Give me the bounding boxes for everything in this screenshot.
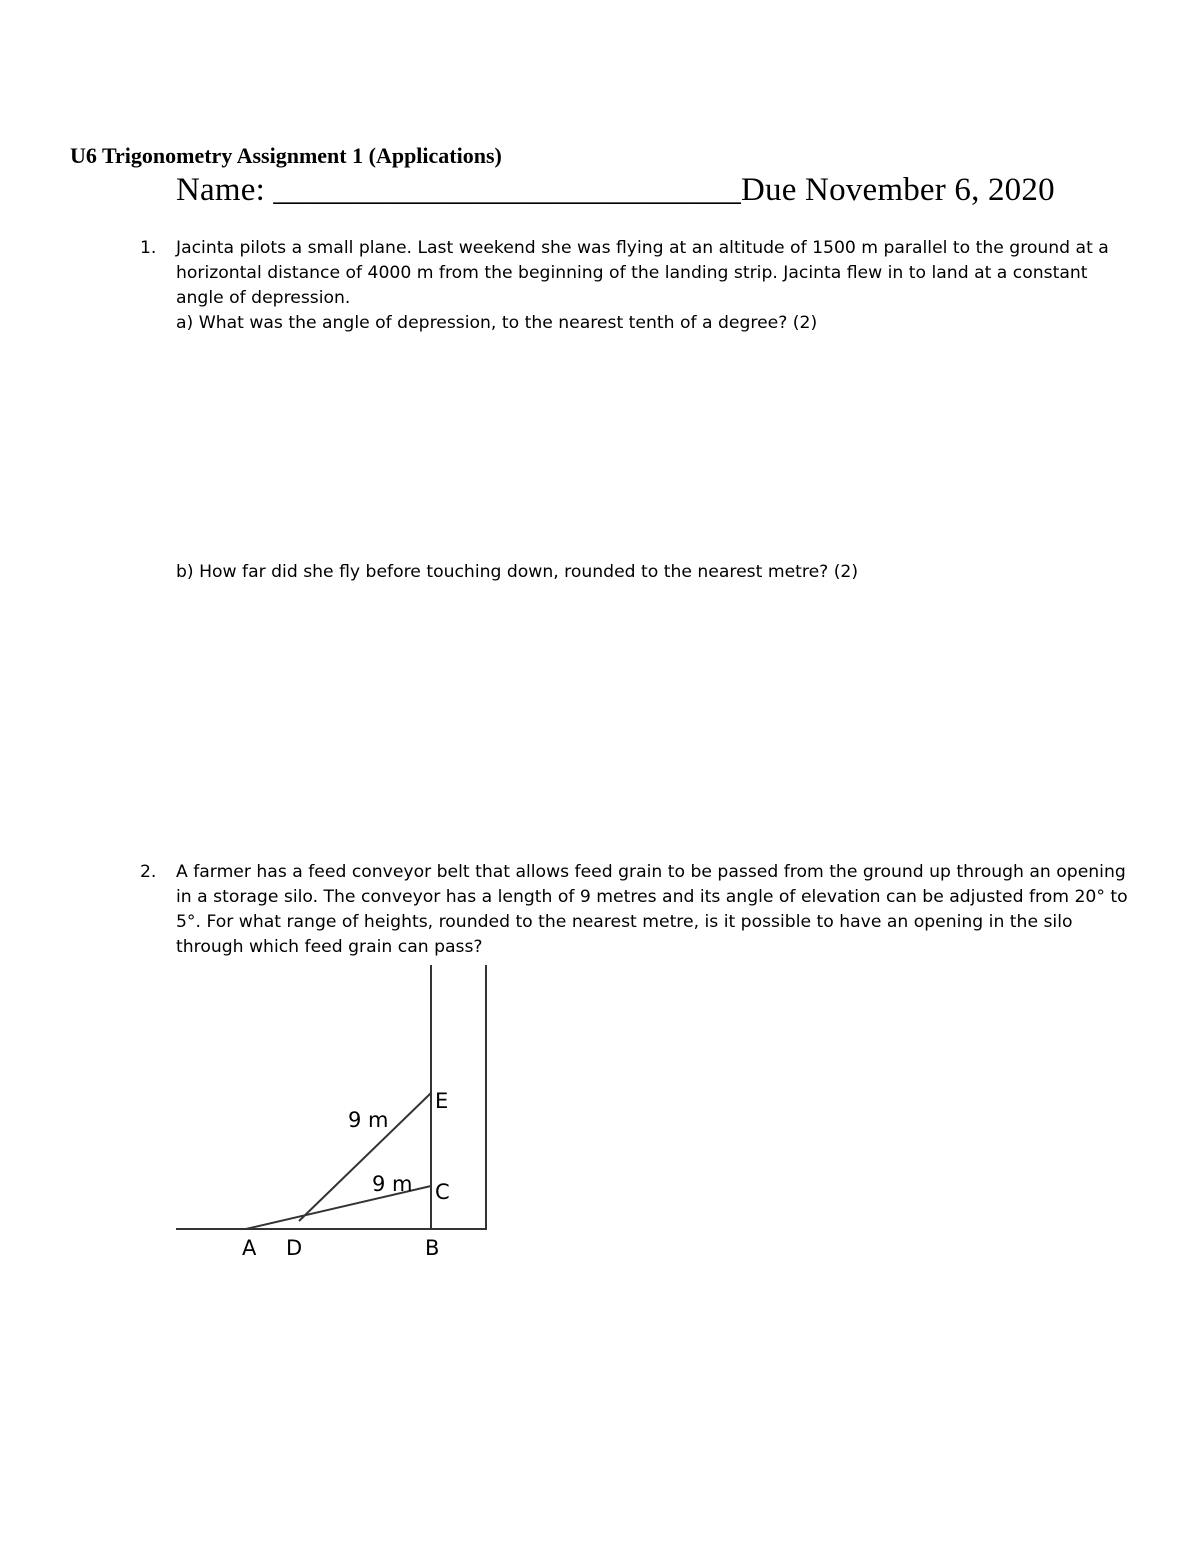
question-part-b: b) How far did she fly before touching down, rounded to the nearest metre? (2) <box>176 562 859 582</box>
point-label-a: A <box>242 1236 257 1260</box>
name-due-line: Name: ____________________________Due November 6, 2020 <box>176 172 1055 208</box>
question-line: through which feed grain can pass? <box>176 937 483 957</box>
page-title: U6 Trigonometry Assignment 1 (Applications) <box>70 143 502 168</box>
question-number: 1. <box>140 238 157 258</box>
point-label-d: D <box>286 1236 303 1260</box>
question-line: in a storage silo. The conveyor has a length of 9 metres and its angle of elevation can be adjusted from 20° to <box>176 887 1128 907</box>
label-upper-length: 9 m <box>348 1108 389 1132</box>
question-line: A farmer has a feed conveyor belt that allows feed grain to be passed from the ground up through an opening <box>176 862 1126 882</box>
point-label-e: E <box>435 1089 449 1113</box>
question-line: horizontal distance of 4000 m from the beginning of the landing strip. Jacinta flew in to land at a constant <box>176 263 1088 283</box>
point-label-c: C <box>435 1180 450 1204</box>
question-line: Jacinta pilots a small plane. Last weekend she was flying at an altitude of 1500 m parallel to the ground at a <box>176 238 1109 258</box>
question-part-a: a) What was the angle of depression, to the nearest tenth of a degree? (2) <box>176 313 818 333</box>
question-line: angle of depression. <box>176 288 351 308</box>
label-lower-length: 9 m <box>372 1172 413 1196</box>
point-label-b: B <box>425 1236 440 1260</box>
question-number: 2. <box>140 862 157 882</box>
question-line: 5°. For what range of heights, rounded to the nearest metre, is it possible to have an opening in the silo <box>176 912 1073 932</box>
